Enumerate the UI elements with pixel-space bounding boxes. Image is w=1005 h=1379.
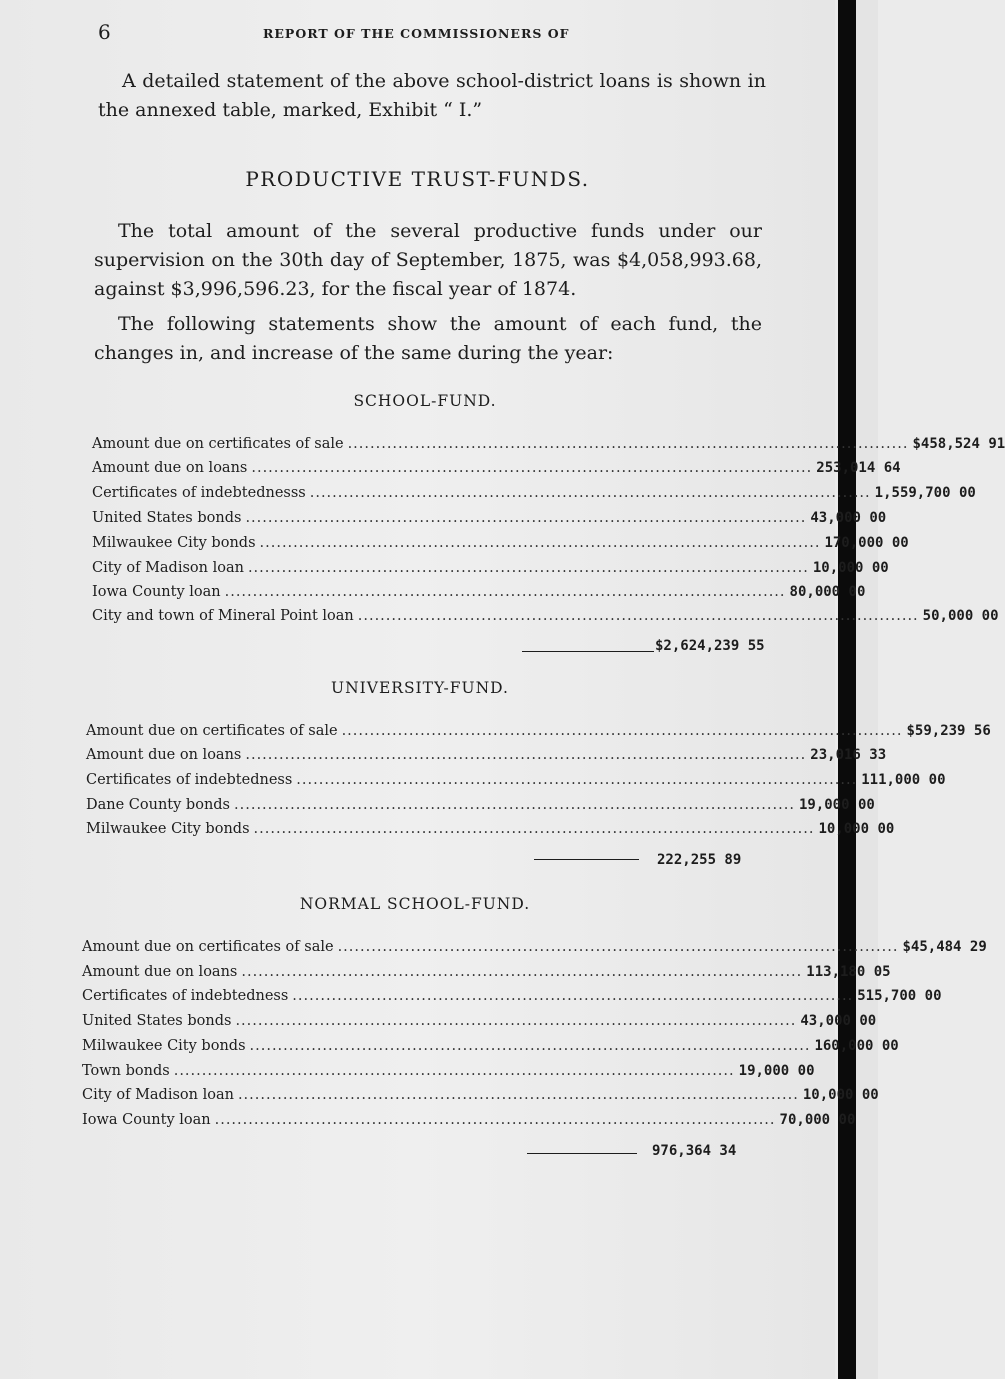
row-label: Amount due on certificates of sale <box>82 939 334 955</box>
row-amount: 43,000 00 <box>800 1013 877 1029</box>
row-label: Certificates of indebtedness <box>86 772 293 788</box>
row-amount: 113,180 05 <box>806 964 891 980</box>
table-row <box>86 747 887 771</box>
dot-leader: .................................................................................................... <box>337 939 899 955</box>
table-row <box>92 584 866 608</box>
dot-leader: .................................................................................................... <box>296 772 858 788</box>
fund-total: 222,255 89 <box>657 852 742 868</box>
dot-leader: .................................................................................................... <box>173 1063 735 1079</box>
row-label: Town bonds <box>82 1063 170 1079</box>
table-row <box>92 460 901 484</box>
row-amount: 10,000 00 <box>812 560 889 576</box>
school-fund-title: SCHOOL-FUND. <box>353 392 497 410</box>
sum-rule <box>522 651 654 652</box>
row-label: Iowa County loan <box>92 584 221 600</box>
row-label: Iowa County loan <box>82 1112 211 1128</box>
table-row <box>92 485 976 509</box>
fund-total: $2,624,239 55 <box>655 638 765 654</box>
dot-leader: .................................................................................................... <box>253 821 815 837</box>
row-label: Milwaukee City bonds <box>82 1038 246 1054</box>
table-row <box>82 964 891 988</box>
normal-school-fund-title: NORMAL SCHOOL-FUND. <box>299 895 531 913</box>
row-label: Certificates of indebtednesss <box>92 485 306 501</box>
row-amount: 43,000 00 <box>810 510 887 526</box>
table-row <box>92 608 999 632</box>
dot-leader: .................................................................................................... <box>245 510 807 526</box>
table-row <box>82 1013 877 1037</box>
row-amount: 253,014 64 <box>816 460 901 476</box>
total-paragraph: The total amount of the several productive funds under our supervision on the 30th day of September, 1875, was $4,058,993.68, against $3,996,596.23, for the fiscal year of 1874. <box>94 220 762 300</box>
table-row <box>82 1112 856 1136</box>
dot-leader: .................................................................................................... <box>341 723 903 739</box>
table-row <box>86 723 991 747</box>
row-amount: 70,000 00 <box>779 1112 856 1128</box>
table-row <box>86 772 946 796</box>
row-label: Certificates of indebtedness <box>82 988 289 1004</box>
row-amount: 50,000 00 <box>922 608 999 624</box>
row-amount: 80,000 00 <box>789 584 866 600</box>
row-label: Milwaukee City bonds <box>86 821 250 837</box>
fund-total: 976,364 34 <box>652 1143 737 1159</box>
table-row <box>82 939 987 963</box>
row-amount: $458,524 91 <box>912 436 1005 452</box>
page-margin-right <box>856 0 878 1379</box>
row-amount: 19,000 00 <box>798 797 875 813</box>
sum-rule <box>527 1153 637 1154</box>
page-edge-shadow <box>838 0 856 1379</box>
following-paragraph: The following statements show the amount of each fund, the changes in, and increase of the same during the year: <box>94 313 762 364</box>
row-label: City of Madison loan <box>82 1087 234 1103</box>
row-amount: 170,000 00 <box>824 535 909 551</box>
university-fund-title: UNIVERSITY-FUND. <box>331 679 509 697</box>
dot-leader: .................................................................................................... <box>245 747 807 763</box>
row-amount: $59,239 56 <box>906 723 991 739</box>
section-title: PRODUCTIVE TRUST-FUNDS. <box>245 167 590 191</box>
row-label: Amount due on loans <box>86 747 242 763</box>
page-header <box>98 20 798 44</box>
row-amount: 160,000 00 <box>814 1038 899 1054</box>
row-amount: 111,000 00 <box>861 772 946 788</box>
row-label: Amount due on certificates of sale <box>92 436 344 452</box>
sum-rule <box>534 859 639 860</box>
dot-leader: .................................................................................................... <box>309 485 871 501</box>
running-head: REPORT OF THE COMMISSIONERS OF <box>263 26 570 41</box>
dot-leader: .................................................................................................... <box>224 584 786 600</box>
table-row <box>82 1063 815 1087</box>
dot-leader: .................................................................................................... <box>259 535 821 551</box>
dot-leader: .................................................................................................... <box>234 797 795 813</box>
row-label: City of Madison loan <box>92 560 244 576</box>
row-label: Amount due on certificates of sale <box>86 723 338 739</box>
row-amount: 19,000 00 <box>738 1063 815 1079</box>
dot-leader: .................................................................................................... <box>237 1087 799 1103</box>
row-label: Amount due on loans <box>92 460 248 476</box>
row-amount: $45,484 29 <box>902 939 987 955</box>
dot-leader: .................................................................................................... <box>235 1013 797 1029</box>
row-amount: 515,700 00 <box>857 988 942 1004</box>
dot-leader: .................................................................................................... <box>357 608 919 624</box>
table-row <box>82 1087 879 1111</box>
row-amount: 1,559,700 00 <box>874 485 976 501</box>
row-label: United States bonds <box>92 510 242 526</box>
row-label: Dane County bonds <box>86 797 231 813</box>
table-row <box>92 535 909 559</box>
table-row <box>92 560 889 584</box>
table-row <box>92 510 887 534</box>
dot-leader: .................................................................................................... <box>249 1038 811 1054</box>
dot-leader: .................................................................................................... <box>347 436 909 452</box>
row-amount: 10,000 00 <box>802 1087 879 1103</box>
dot-leader: .................................................................................................... <box>251 460 813 476</box>
dot-leader: .................................................................................................... <box>214 1112 776 1128</box>
table-row <box>92 436 1005 460</box>
table-row <box>86 797 875 821</box>
page-number: 6 <box>98 20 111 44</box>
row-label: City and town of Mineral Point loan <box>92 608 354 624</box>
row-amount: 23,016 33 <box>810 747 887 763</box>
intro-paragraph: A detailed statement of the above school-district loans is shown in the annexed table, marked, Exhibit “ I.” <box>98 70 766 121</box>
table-row <box>82 988 942 1012</box>
table-row <box>86 821 895 845</box>
row-label: United States bonds <box>82 1013 232 1029</box>
dot-leader: .................................................................................................... <box>292 988 854 1004</box>
dot-leader: .................................................................................................... <box>241 964 803 980</box>
dot-leader: .................................................................................................... <box>247 560 809 576</box>
row-label: Milwaukee City bonds <box>92 535 256 551</box>
table-row <box>82 1038 899 1062</box>
row-label: Amount due on loans <box>82 964 238 980</box>
row-amount: 10,000 00 <box>818 821 895 837</box>
